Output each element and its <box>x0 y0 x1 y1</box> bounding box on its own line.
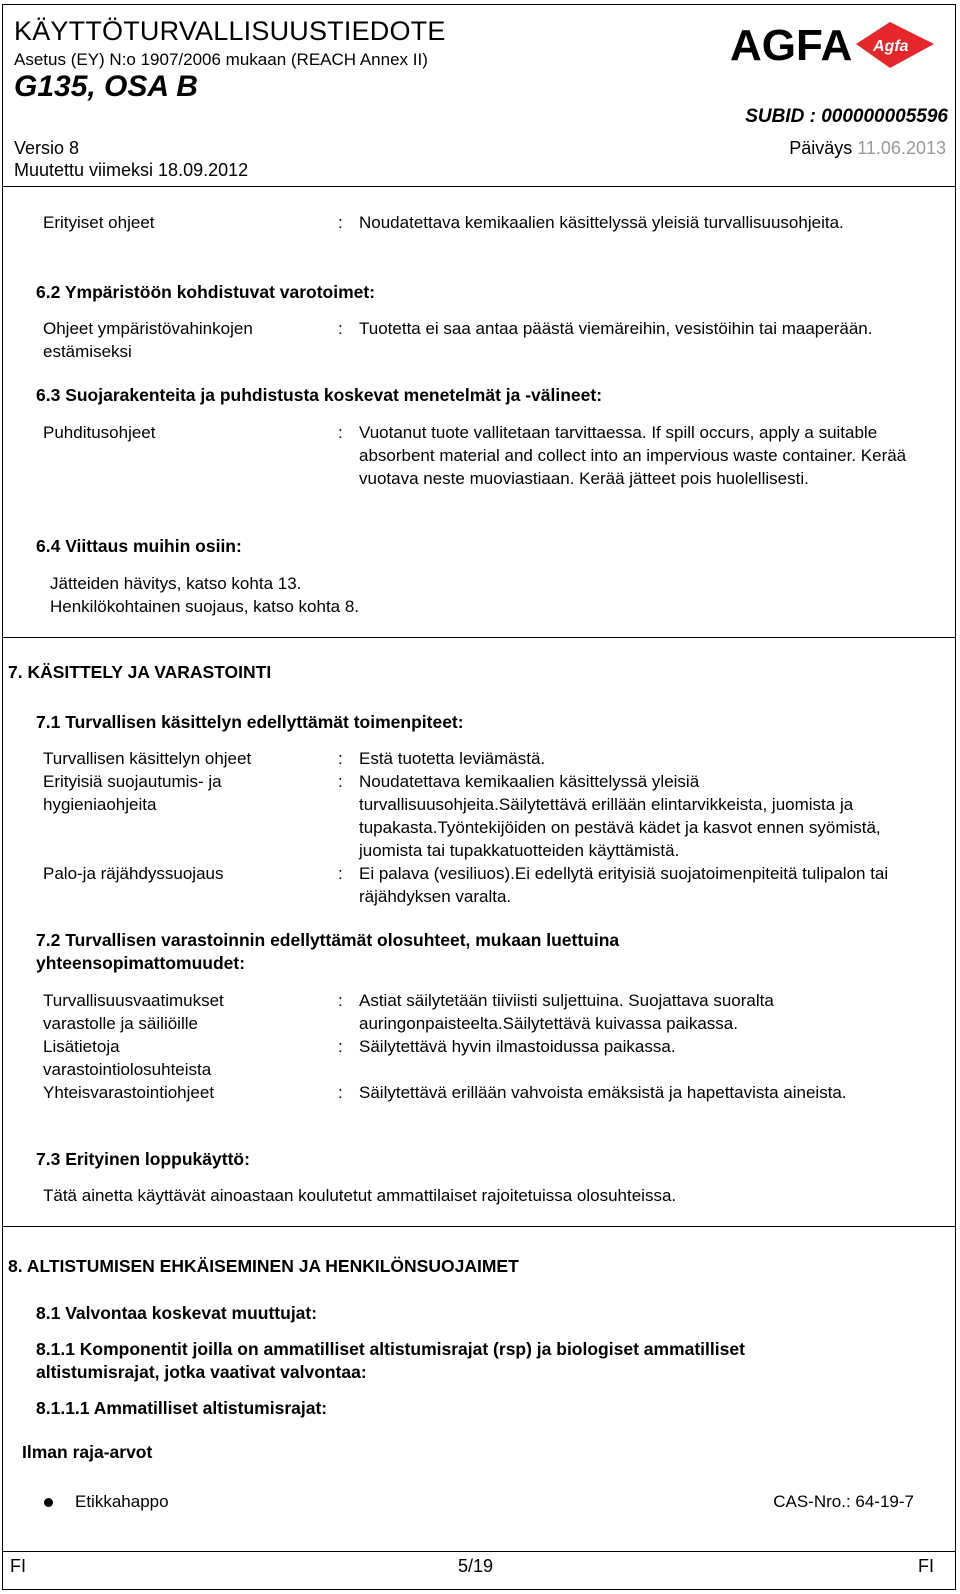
heading-8-1-1-line-2: altistumisrajat, jotka vaativat valvontaa: <box>36 1362 367 1382</box>
storage-value: Astiat säilytetään tiiviisti suljettuina. Suojattava suoralta auringonpaisteelta.Säilytettävä kuivassa paikassa. <box>359 991 774 1033</box>
colon: : <box>338 772 343 791</box>
footer-divider <box>2 1551 956 1552</box>
fire-label: Palo-ja räjähdyssuojaus <box>43 864 224 883</box>
issue-date <box>789 138 946 159</box>
colon: : <box>338 1083 343 1102</box>
hygiene-label-2: hygieniaohjeita <box>43 795 157 814</box>
component-name: Etikkahappo <box>75 1492 169 1511</box>
storage-label-1: Turvallisuusvaatimukset <box>43 991 224 1010</box>
section-divider <box>2 1226 956 1227</box>
no-limit-values-heading: Ilman raja-arvot <box>22 1442 153 1462</box>
last-modified: Muutettu viimeksi 18.09.2012 <box>14 160 249 180</box>
colon: : <box>338 213 343 232</box>
footer-language-right: FI <box>918 1556 934 1576</box>
colon: : <box>338 423 343 442</box>
agfa-logo <box>730 20 942 75</box>
fire-value: Ei palava (vesiliuos).Ei edellytä erityisiä suojatoimenpiteitä tulipalon tai räjähdyksen varalta. <box>359 864 889 906</box>
heading-7-2-line-1: 7.2 Turvallisen varastoinnin edellyttämät olosuhteet, mukaan luettuina <box>36 930 620 950</box>
heading-8-1: 8.1 Valvontaa koskevat muuttujat: <box>36 1303 318 1323</box>
document-title: KÄYTTÖTURVALLISUUSTIEDOTE <box>14 16 446 46</box>
heading-6-2: 6.2 Ympäristöön kohdistuvat varotoimet: <box>36 282 376 302</box>
section-8-title: 8. ALTISTUMISEN EHKÄISEMINEN JA HENKILÖNSUOJAIMET <box>8 1256 519 1276</box>
colon: : <box>338 1037 343 1056</box>
heading-6-4: 6.4 Viittaus muihin osiin: <box>36 536 242 556</box>
colon: : <box>338 749 343 768</box>
subid: SUBID : 000000005596 <box>745 106 948 127</box>
component-cas: CAS-Nro.: 64-19-7 <box>773 1492 914 1511</box>
env-value: Tuotetta ei saa antaa päästä viemäreihin, vesistöihin tai maaperään. <box>359 319 873 338</box>
version: Versio 8 <box>14 138 80 158</box>
section-7-title: 7. KÄSITTELY JA VARASTOINTI <box>8 662 272 682</box>
special-label: Erityiset ohjeet <box>43 213 155 232</box>
end-use-text: Tätä ainetta käyttävät ainoastaan koulutetut ammattilaiset rajoitetuissa olosuhteissa. <box>43 1186 677 1205</box>
handling-value: Estä tuotetta leviämästä. <box>359 749 546 768</box>
storage-info-label-1: Lisätietoja <box>43 1037 120 1056</box>
footer-language-left: FI <box>10 1556 26 1576</box>
special-value: Noudatettava kemikaalien käsittelyssä yleisiä turvallisuusohjeita. <box>359 213 844 232</box>
date-value: 11.06.2013 <box>857 138 946 158</box>
product-name: G135, OSA B <box>14 70 198 103</box>
heading-7-1: 7.1 Turvallisen käsittelyn edellyttämät toimenpiteet: <box>36 712 464 732</box>
colon: : <box>338 991 343 1010</box>
heading-8-1-1-line-1: 8.1.1 Komponentit joilla on ammatilliset altistumisrajat (rsp) ja biologiset ammatilliset <box>36 1339 745 1359</box>
env-label-1: Ohjeet ympäristövahinkojen <box>43 319 253 338</box>
clean-value: Vuotanut tuote vallitetaan tarvittaessa. If spill occurs, apply a suitable absorbent material and collect into an impervious waste container. Kerää vuotava neste muoviastiaan. Kerää jätteet pois huolellisesti. <box>359 423 907 488</box>
logo-badge-text: Agfa <box>873 38 909 55</box>
joint-storage-value: Säilytettävä erillään vahvoista emäksistä ja hapettavista aineista. <box>359 1083 847 1102</box>
date-label: Päiväys <box>789 138 853 158</box>
header-divider <box>2 186 956 187</box>
clean-label: Puhditusohjeet <box>43 423 156 442</box>
colon: : <box>338 864 343 883</box>
section-divider <box>2 637 956 638</box>
heading-7-2-line-2: yhteensopimattomuudet: <box>36 953 246 973</box>
storage-info-label-2: varastointiolosuhteista <box>43 1060 212 1079</box>
bullet-icon <box>44 1498 53 1507</box>
joint-storage-label: Yhteisvarastointiohjeet <box>43 1083 215 1102</box>
storage-info-value: Säilytettävä hyvin ilmastoidussa paikassa. <box>359 1037 676 1056</box>
env-label-2: estämiseksi <box>43 342 132 361</box>
heading-7-3: 7.3 Erityinen loppukäyttö: <box>36 1149 250 1169</box>
logo-brand-text: AGFA <box>730 21 853 70</box>
page-number: 5/19 <box>458 1556 494 1576</box>
hygiene-value: Noudatettava kemikaalien käsittelyssä yleisiä turvallisuusohjeita.Säilytettävä erillään elintarvikkeista, juomista ja tupakasta.Työntekijöiden on pestävä kädet ja kasvot ennen syömistä, juomista tai tupakkatuotteiden käyttämistä. <box>359 772 881 860</box>
hygiene-label-1: Erityisiä suojautumis- ja <box>43 772 222 791</box>
storage-label-2: varastolle ja säiliöille <box>43 1014 198 1033</box>
reference-disposal: Jätteiden hävitys, katso kohta 13. <box>50 574 302 593</box>
heading-6-3: 6.3 Suojarakenteita ja puhdistusta koskevat menetelmät ja -välineet: <box>36 385 603 405</box>
regulation-subtitle: Asetus (EY) N:o 1907/2006 mukaan (REACH Annex II) <box>14 50 428 69</box>
heading-8-1-1-1: 8.1.1.1 Ammatilliset altistumisrajat: <box>36 1398 328 1418</box>
handling-label: Turvallisen käsittelyn ohjeet <box>43 749 252 768</box>
reference-protection: Henkilökohtainen suojaus, katso kohta 8. <box>50 597 360 616</box>
colon: : <box>338 319 343 338</box>
